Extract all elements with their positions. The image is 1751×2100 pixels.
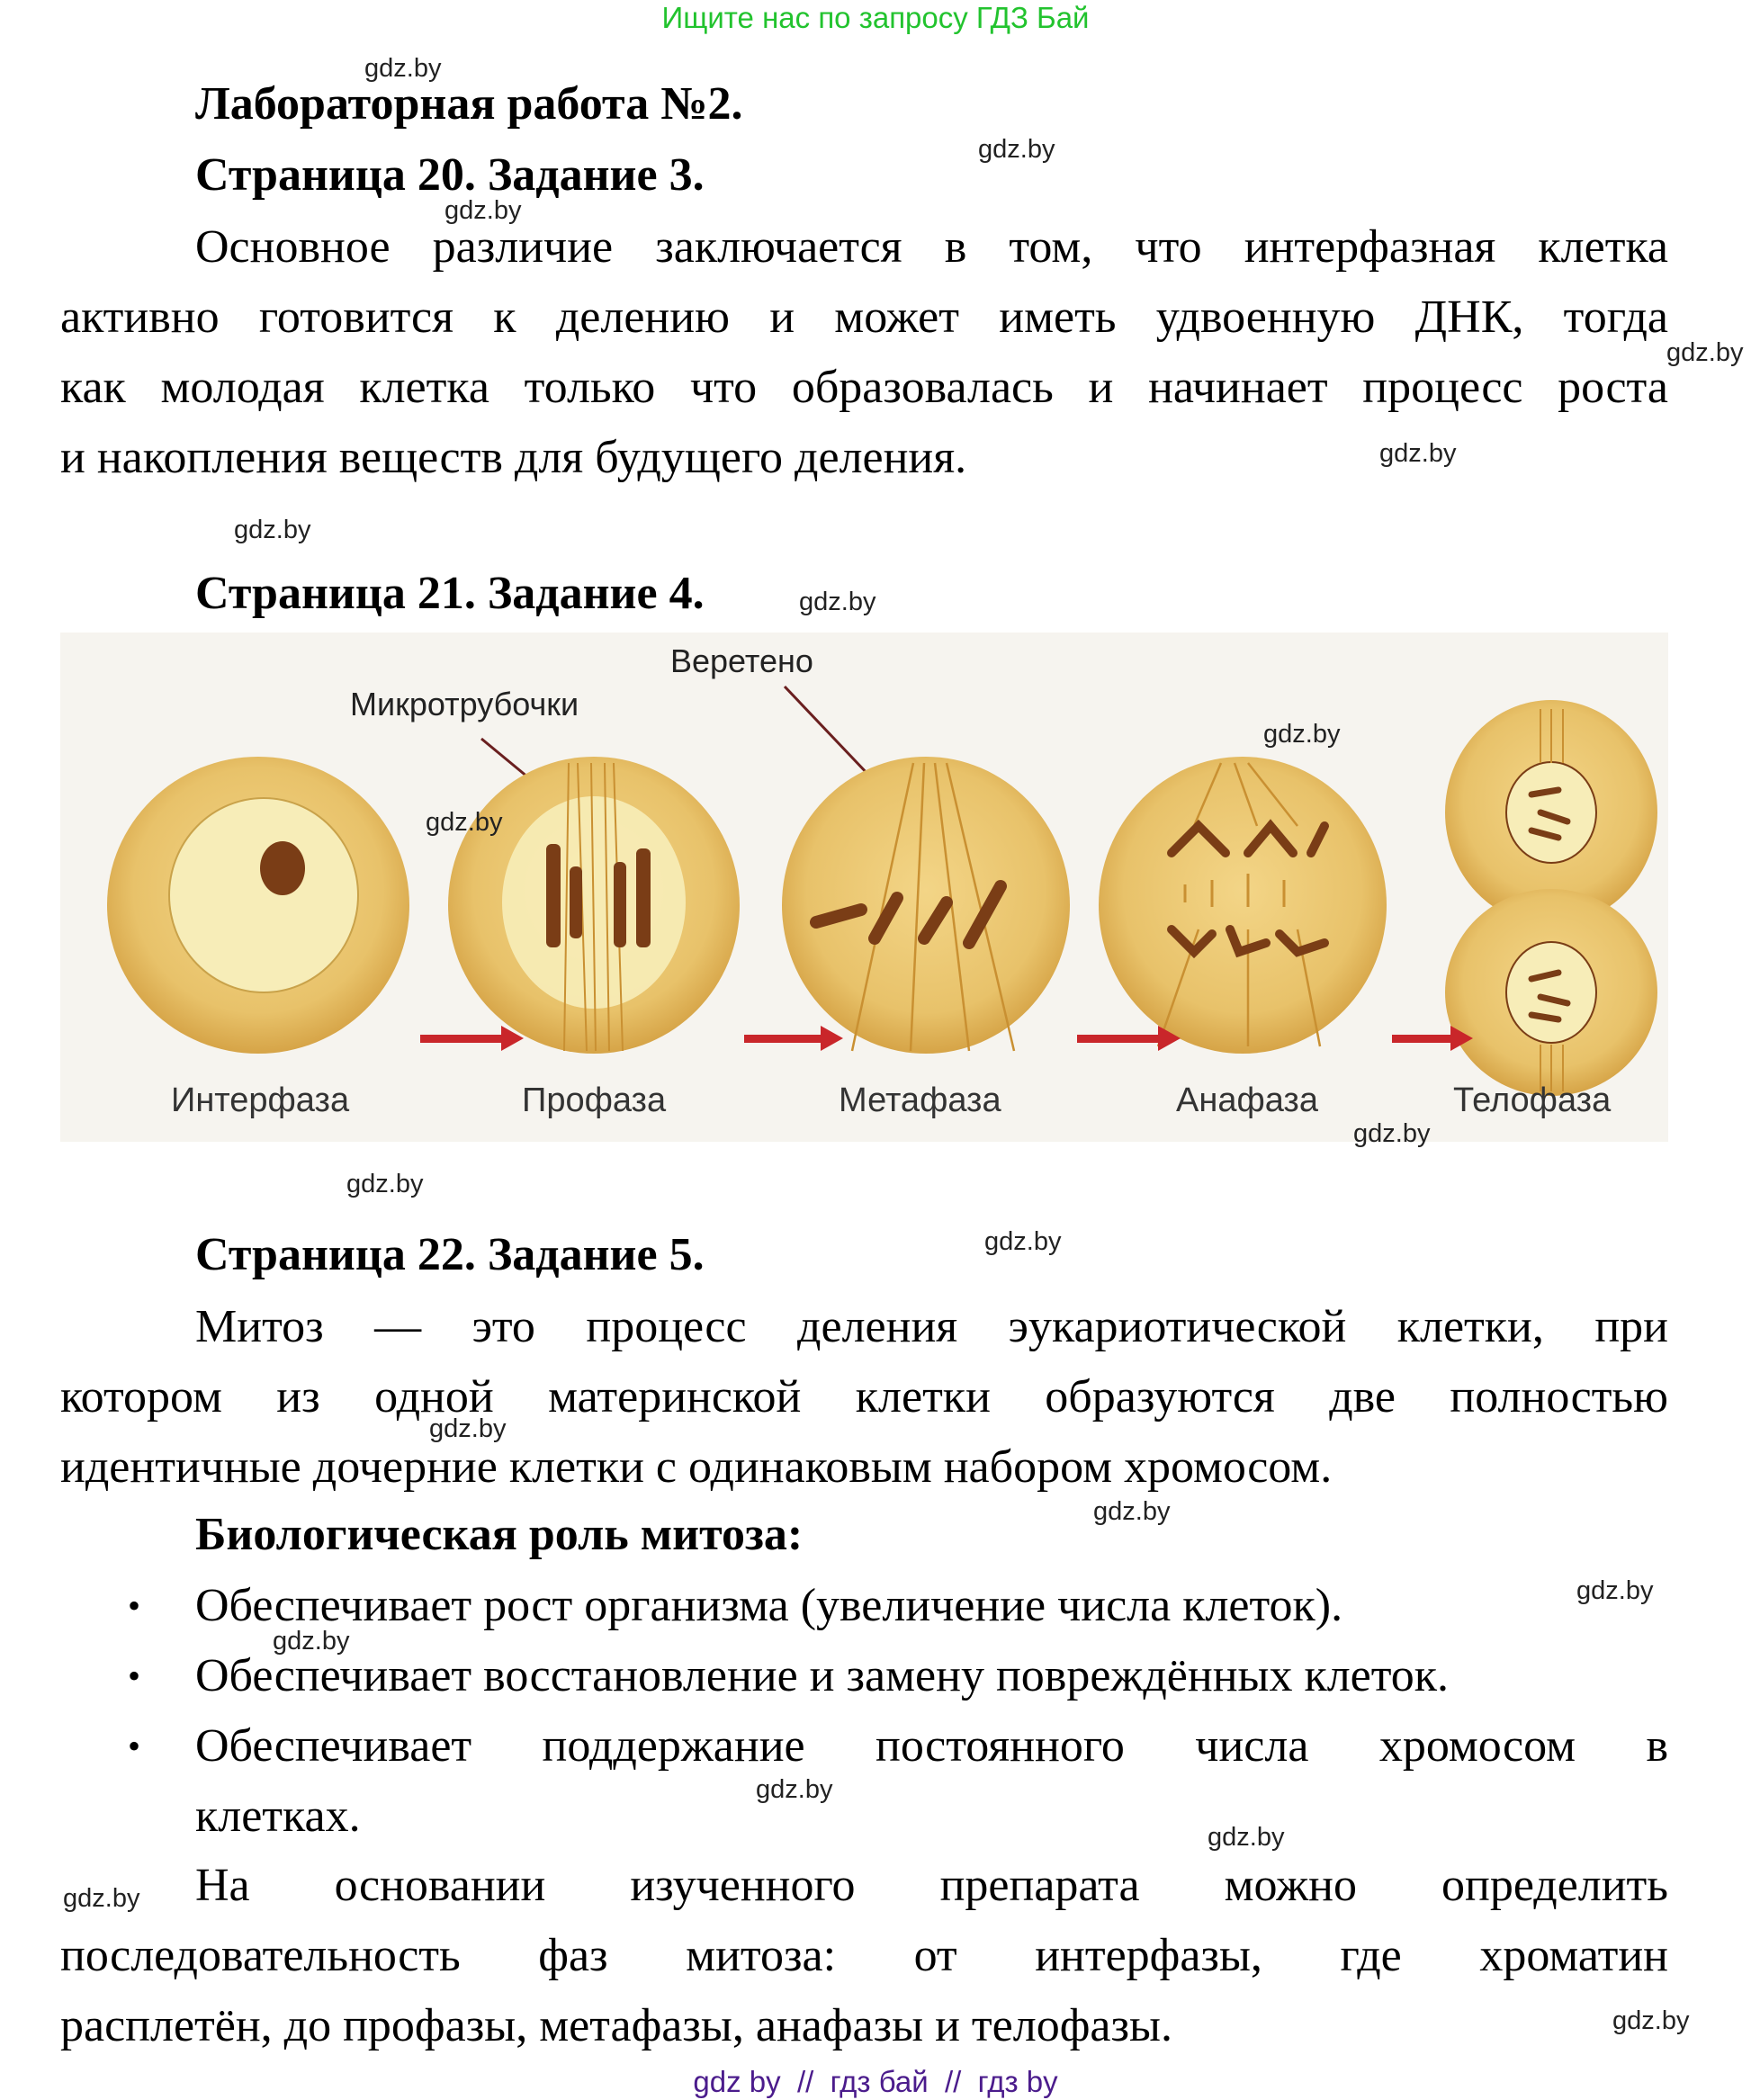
watermark: gdz.by [444, 196, 522, 225]
answer-paragraph-task-3 [60, 212, 1668, 493]
biological-role-list [60, 1571, 1668, 1852]
watermark: gdz.by [1612, 2006, 1690, 2035]
list-item [60, 1641, 1668, 1711]
phase-label-prophase: Профаза [522, 1081, 667, 1119]
watermark: gdz.by [1208, 1823, 1285, 1852]
watermark: gdz.by [426, 808, 503, 837]
spindle-callout: Веретено [670, 642, 813, 679]
interphase-cell [107, 757, 409, 1054]
paragraph-line: расплетён, до профазы, метафазы, анафазы и телофазы. [60, 2000, 1172, 2051]
phase-label-metaphase: Метафаза [839, 1081, 1001, 1119]
search-banner: Ищите нас по запросу ГДЗ Бай [661, 1, 1090, 34]
bullet-icon: • [128, 1656, 141, 1696]
paragraph-line: Основное различие заключается в том, что интерфазная клетка [195, 221, 1668, 273]
paragraph-line: как молодая клетка только что образовалась и начинает процесс роста [60, 362, 1668, 413]
lab-title: Лабораторная работа №2. [195, 78, 743, 130]
mitosis-phases-figure [60, 633, 1668, 1142]
list-item-text: Обеспечивает восстановление и замену повреждённых клеток. [195, 1650, 1450, 1701]
watermark: gdz.by [63, 1884, 140, 1913]
watermark: gdz.by [978, 135, 1055, 164]
anaphase-cell [1099, 757, 1387, 1054]
watermark: gdz.by [234, 516, 311, 544]
answer-paragraph-task-5 [60, 1292, 1668, 1503]
conclusion-paragraph [60, 1851, 1668, 2061]
section-heading-page-20: Страница 20. Задание 3. [195, 149, 705, 201]
watermark: gdz.by [1093, 1497, 1171, 1526]
watermark: gdz.by [1666, 338, 1744, 367]
watermark: gdz.by [346, 1170, 424, 1198]
bullet-icon: • [128, 1726, 141, 1766]
bullet-icon: • [128, 1585, 141, 1626]
list-item [60, 1571, 1668, 1641]
section-heading-page-22: Страница 22. Задание 5. [195, 1229, 705, 1280]
list-item-text: Обеспечивает поддержание постоянного числа хромосом в [195, 1720, 1668, 1772]
paragraph-line: активно готовится к делению и может иметь удвоенную ДНК, тогда [60, 292, 1668, 343]
biological-role-subheading: Биологическая роль митоза: [195, 1509, 804, 1560]
paragraph-line: и накопления веществ для будущего деления. [60, 432, 967, 483]
site-footer-links: gdz by // гдз бай // гдз by [693, 2065, 1058, 2098]
watermark: gdz.by [756, 1775, 833, 1804]
paragraph-line: Митоз — это процесс деления эукариотической клетки, при [195, 1301, 1668, 1352]
telophase-cell [1445, 700, 1657, 1096]
list-item-text: Обеспечивает рост организма (увеличение числа клеток). [195, 1580, 1343, 1631]
watermark: gdz.by [799, 588, 876, 616]
paragraph-line: На основании изученного препарата можно определить [195, 1860, 1668, 1911]
list-item-text: клетках. [195, 1790, 361, 1842]
watermark: gdz.by [273, 1627, 350, 1656]
list-item [60, 1711, 1668, 1852]
watermark: gdz.by [984, 1227, 1062, 1256]
watermark: gdz.by [429, 1414, 507, 1443]
watermark: gdz.by [1353, 1119, 1431, 1148]
watermark: gdz.by [1263, 720, 1341, 749]
watermark: gdz.by [1576, 1576, 1654, 1605]
phase-label-telophase: Телофаза [1453, 1081, 1612, 1119]
phase-label-interphase: Интерфаза [171, 1081, 350, 1119]
paragraph-line: последовательность фаз митоза: от интерфазы, где хроматин [60, 1930, 1668, 1981]
paragraph-line: котором из одной материнской клетки образуются две полностью [60, 1371, 1668, 1422]
watermark: gdz.by [1379, 439, 1457, 468]
paragraph-line: идентичные дочерние клетки с одинаковым набором хромосом. [60, 1441, 1333, 1493]
section-heading-page-21: Страница 21. Задание 4. [195, 568, 705, 619]
watermark: gdz.by [364, 54, 442, 83]
metaphase-cell [782, 757, 1070, 1054]
microtubules-callout: Микротрубочки [350, 686, 579, 722]
phase-label-anaphase: Анафаза [1176, 1081, 1318, 1119]
prophase-cell [448, 757, 740, 1054]
